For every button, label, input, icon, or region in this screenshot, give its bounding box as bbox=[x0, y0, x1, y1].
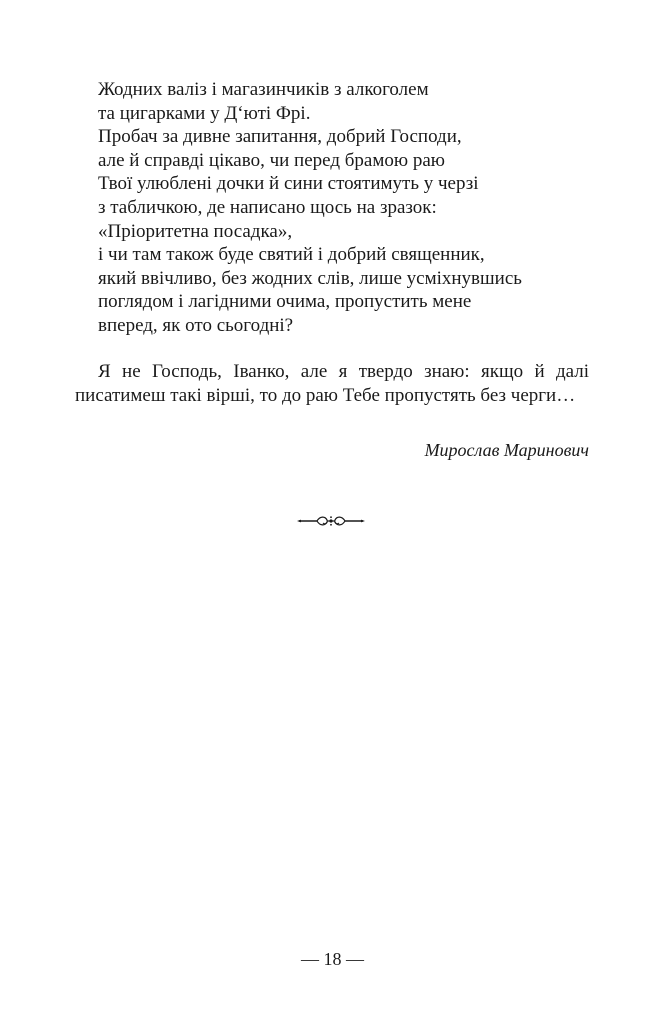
poem-line: поглядом і лагідними очима, пропустить мене bbox=[98, 291, 472, 313]
poem-line: «Пріоритетна посадка», bbox=[98, 220, 293, 242]
page-number: — 18 — bbox=[301, 949, 364, 969]
poem-block bbox=[98, 78, 598, 338]
poem-line: з табличкою, де написано щось на зразок: bbox=[98, 196, 437, 218]
author-signature: Мирослав Маринович bbox=[424, 440, 589, 460]
prose-paragraph: Я не Господь, Іванко, але я твердо знаю: якщо й далі писатимеш такі вірші, то до раю Тебе пропустять без черги… bbox=[75, 361, 589, 406]
poem-line: вперед, як ото сьогодні? bbox=[98, 314, 294, 336]
poem-line: та цигарками у Д‘юті Фрі. bbox=[98, 102, 311, 124]
poem-line: Пробач за дивне запитання, добрий Господи, bbox=[98, 126, 462, 148]
poem-line: але й справді цікаво, чи перед брамою раю bbox=[98, 149, 445, 171]
flourish-divider-icon bbox=[297, 514, 365, 528]
poem-line: і чи там також буде святий і добрий священник, bbox=[98, 244, 485, 266]
poem-line: Твої улюблені дочки й сини стоятимуть у черзі bbox=[98, 173, 479, 195]
poem-line: який ввічливо, без жодних слів, лише усміхнувшись bbox=[98, 267, 522, 289]
poem-line: Жодних валіз і магазинчиків з алкоголем bbox=[98, 79, 429, 100]
